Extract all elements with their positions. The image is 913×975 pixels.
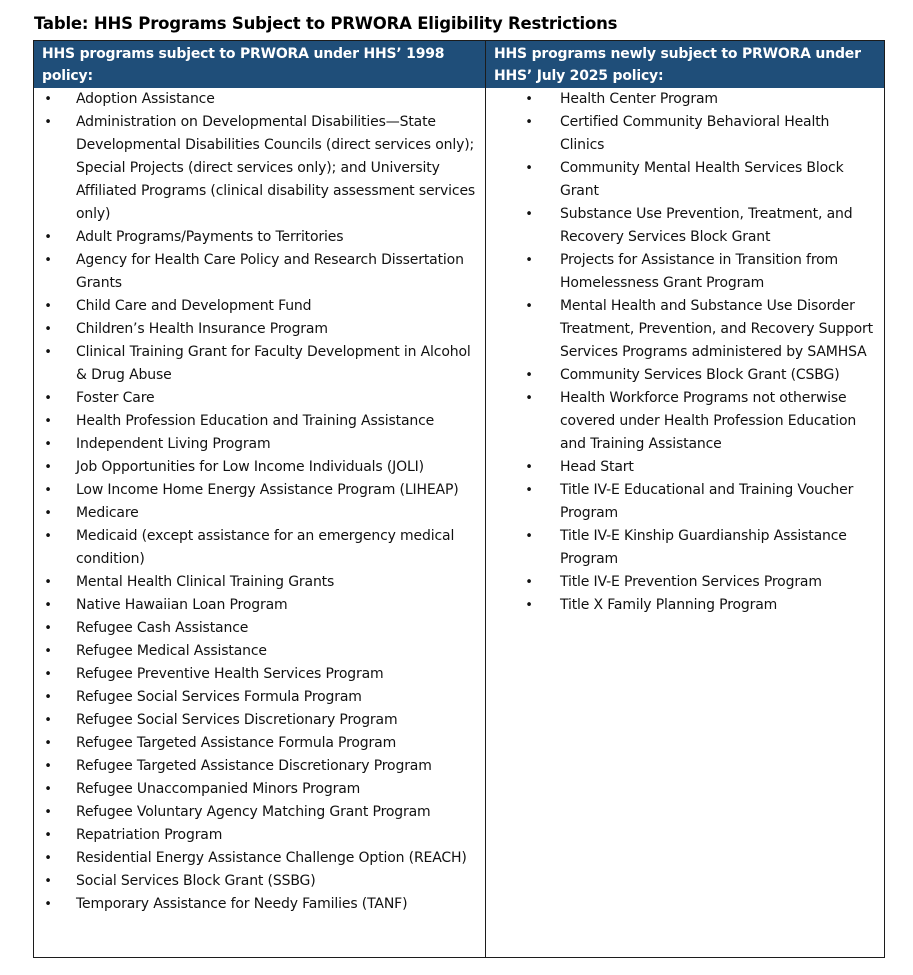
list-item: [34, 295, 485, 318]
list-item: [486, 387, 884, 456]
table-title: Table: HHS Programs Subject to PRWORA Eligibility Restrictions: [34, 14, 618, 33]
list-item: [486, 456, 884, 479]
bullet-icon: •: [44, 230, 52, 245]
bullet-icon: •: [525, 92, 533, 107]
list-item: [486, 571, 884, 594]
program-name: Adult Programs/Payments to Territories: [76, 229, 344, 245]
program-name: Projects for Assistance in Transition from Homelessness Grant Program: [560, 252, 839, 291]
bullet-icon: •: [44, 529, 52, 544]
bullet-icon: •: [44, 690, 52, 705]
program-name: Refugee Preventive Health Services Program: [76, 666, 384, 682]
program-name: Refugee Social Services Formula Program: [76, 689, 362, 705]
program-name: Head Start: [560, 459, 634, 475]
program-name: Native Hawaiian Loan Program: [76, 597, 288, 613]
list-item: [486, 364, 884, 387]
bullet-icon: •: [525, 529, 533, 544]
bullet-icon: •: [44, 391, 52, 406]
program-name: Community Services Block Grant (CSBG): [560, 367, 840, 383]
list-item: [486, 157, 884, 203]
list-item: [486, 594, 884, 617]
program-name: Medicaid (except assistance for an emergency medical condition): [76, 528, 455, 567]
list-item: [34, 456, 485, 479]
bullet-icon: •: [525, 391, 533, 406]
list-item: [34, 88, 485, 111]
list-item: [34, 318, 485, 341]
list-item: [34, 709, 485, 732]
bullet-icon: •: [44, 575, 52, 590]
program-name: Certified Community Behavioral Health Clinics: [560, 114, 830, 153]
list-item: [486, 479, 884, 525]
program-name: Health Profession Education and Training Assistance: [76, 413, 435, 429]
program-name: Mental Health and Substance Use Disorder Treatment, Prevention, and Recovery Support Services Programs administered by SAMHSA: [560, 298, 873, 360]
program-name: Children’s Health Insurance Program: [76, 321, 328, 337]
bullet-icon: •: [44, 322, 52, 337]
list-item: [34, 594, 485, 617]
list-item: [34, 663, 485, 686]
bullet-icon: •: [44, 253, 52, 268]
list-item: [34, 226, 485, 249]
list-item: [34, 824, 485, 847]
programs-list-1998: [34, 88, 485, 916]
list-item: [34, 755, 485, 778]
bullet-icon: •: [44, 874, 52, 889]
bullet-icon: •: [525, 368, 533, 383]
program-name: Title IV-E Kinship Guardianship Assistance Program: [560, 528, 847, 567]
program-name: Refugee Unaccompanied Minors Program: [76, 781, 361, 797]
program-name: Refugee Medical Assistance: [76, 643, 267, 659]
program-name: Child Care and Development Fund: [76, 298, 312, 314]
list-item: [34, 249, 485, 295]
list-item: [486, 88, 884, 111]
program-name: Independent Living Program: [76, 436, 271, 452]
bullet-icon: •: [525, 115, 533, 130]
bullet-icon: •: [44, 736, 52, 751]
bullet-icon: •: [44, 437, 52, 452]
list-item: [34, 801, 485, 824]
bullet-icon: •: [525, 483, 533, 498]
list-item: [34, 617, 485, 640]
bullet-icon: •: [44, 598, 52, 613]
programs-table: [33, 40, 885, 958]
bullet-icon: •: [44, 414, 52, 429]
program-name: Refugee Social Services Discretionary Program: [76, 712, 398, 728]
program-name: Clinical Training Grant for Faculty Development in Alcohol & Drug Abuse: [76, 344, 471, 383]
program-name: Residential Energy Assistance Challenge Option (REACH): [76, 850, 467, 866]
bullet-icon: •: [44, 782, 52, 797]
list-item: [34, 479, 485, 502]
program-name: Repatriation Program: [76, 827, 223, 843]
program-name: Social Services Block Grant (SSBG): [76, 873, 316, 889]
list-item: [34, 433, 485, 456]
program-name: Administration on Developmental Disabilities—State Developmental Disabilities Councils (direct services only); Special Projects (direct services only); and University Affiliated Programs (clinical disability assessment services only): [76, 114, 476, 222]
bullet-icon: •: [44, 805, 52, 820]
list-item: [34, 111, 485, 226]
list-item: [34, 732, 485, 755]
bullet-icon: •: [525, 575, 533, 590]
list-item: [34, 870, 485, 893]
list-item: [34, 410, 485, 433]
program-name: Title IV-E Prevention Services Program: [560, 574, 822, 590]
bullet-icon: •: [44, 851, 52, 866]
list-item: [34, 341, 485, 387]
bullet-icon: •: [44, 828, 52, 843]
list-item: [486, 111, 884, 157]
bullet-icon: •: [44, 759, 52, 774]
bullet-icon: •: [44, 92, 52, 107]
list-item: [34, 571, 485, 594]
program-name: Agency for Health Care Policy and Research Dissertation Grants: [76, 252, 464, 291]
bullet-icon: •: [44, 644, 52, 659]
program-name: Health Workforce Programs not otherwise covered under Health Profession Education and Training Assistance: [560, 390, 857, 452]
program-name: Low Income Home Energy Assistance Program (LIHEAP): [76, 482, 459, 498]
program-name: Refugee Voluntary Agency Matching Grant Program: [76, 804, 431, 820]
list-item: [34, 778, 485, 801]
program-name: Temporary Assistance for Needy Families (TANF): [76, 896, 408, 912]
bullet-icon: •: [525, 161, 533, 176]
list-item: [34, 847, 485, 870]
bullet-icon: •: [44, 506, 52, 521]
program-name: Medicare: [76, 505, 139, 521]
program-name: Title IV-E Educational and Training Voucher Program: [560, 482, 854, 521]
program-name: Substance Use Prevention, Treatment, and Recovery Services Block Grant: [560, 206, 853, 245]
bullet-icon: •: [44, 345, 52, 360]
program-name: Community Mental Health Services Block Grant: [560, 160, 844, 199]
bullet-icon: •: [44, 621, 52, 636]
list-item: [34, 640, 485, 663]
bullet-icon: •: [44, 460, 52, 475]
program-name: Adoption Assistance: [76, 91, 215, 107]
bullet-icon: •: [525, 460, 533, 475]
bullet-icon: •: [525, 598, 533, 613]
program-name: Job Opportunities for Low Income Individuals (JOLI): [76, 459, 424, 475]
program-name: Foster Care: [76, 390, 155, 406]
list-item: [486, 525, 884, 571]
program-name: Health Center Program: [560, 91, 718, 107]
bullet-icon: •: [44, 483, 52, 498]
bullet-icon: •: [525, 207, 533, 222]
bullet-icon: •: [44, 299, 52, 314]
list-item: [486, 295, 884, 364]
programs-list-2025: [486, 88, 884, 617]
list-item: [486, 203, 884, 249]
bullet-icon: •: [44, 897, 52, 912]
list-item: [34, 502, 485, 525]
program-name: Refugee Cash Assistance: [76, 620, 249, 636]
bullet-icon: •: [525, 299, 533, 314]
bullet-icon: •: [44, 115, 52, 130]
program-name: Refugee Targeted Assistance Discretionary Program: [76, 758, 432, 774]
column-header-2025-policy: HHS programs newly subject to PRWORA under HHS’ July 2025 policy:: [486, 41, 884, 88]
list-item: [34, 686, 485, 709]
program-name: Title X Family Planning Program: [560, 597, 778, 613]
list-item: [34, 525, 485, 571]
list-item: [34, 893, 485, 916]
bullet-icon: •: [44, 667, 52, 682]
program-name: Mental Health Clinical Training Grants: [76, 574, 335, 590]
list-item: [34, 387, 485, 410]
program-name: Refugee Targeted Assistance Formula Program: [76, 735, 397, 751]
column-header-1998-policy: HHS programs subject to PRWORA under HHS’ 1998 policy:: [34, 41, 485, 88]
bullet-icon: •: [44, 713, 52, 728]
bullet-icon: •: [525, 253, 533, 268]
list-item: [486, 249, 884, 295]
